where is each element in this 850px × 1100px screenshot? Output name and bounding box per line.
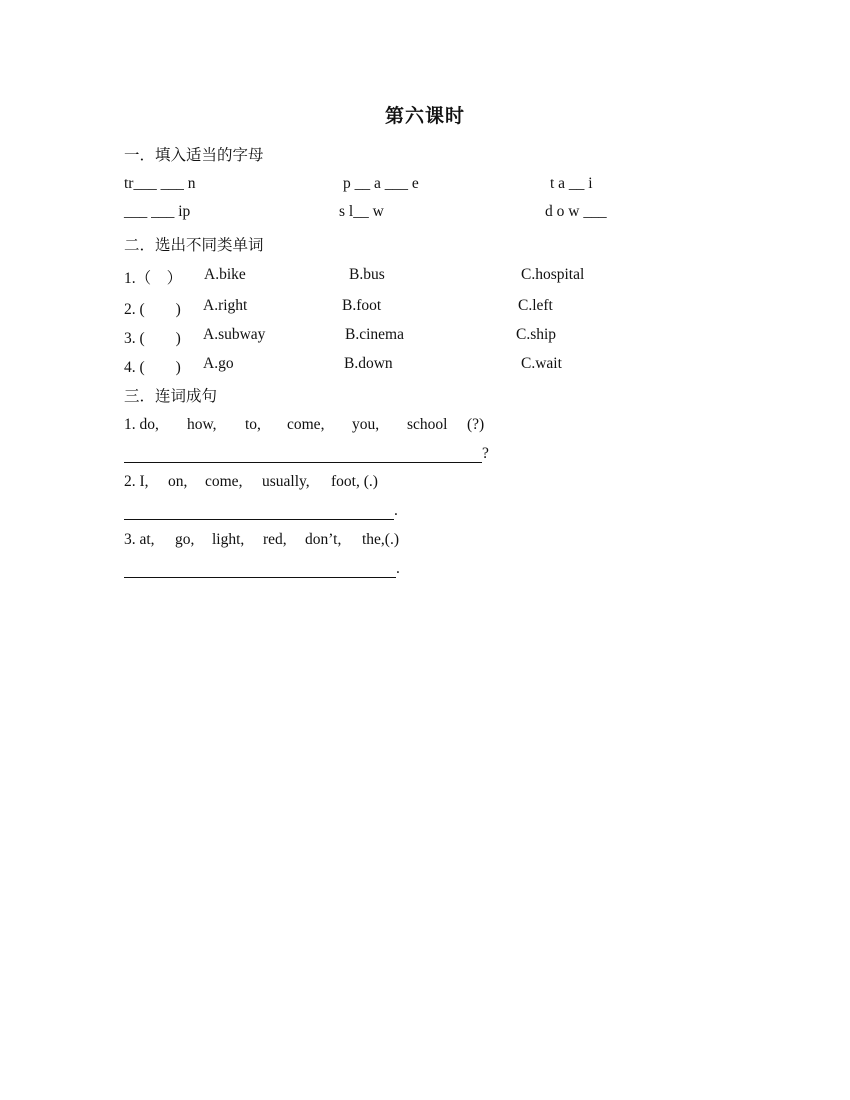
option-a: A.right	[203, 297, 248, 314]
fill-letter-item: ___ ___ ip	[124, 203, 191, 220]
question-number: 3. ( )	[124, 330, 181, 347]
word: to,	[245, 416, 261, 433]
fill-letter-item: p __ a ___ e	[343, 175, 419, 192]
option-c: C.left	[518, 297, 553, 314]
word: usually,	[262, 473, 310, 490]
word: come,	[205, 473, 243, 490]
answer-line[interactable]	[124, 560, 400, 578]
answer-blank[interactable]	[124, 505, 394, 520]
answer-line[interactable]	[124, 445, 489, 463]
option-a: A.subway	[203, 326, 266, 343]
word: 1. do,	[124, 416, 159, 433]
question-number: 1.（ ）	[124, 270, 183, 287]
option-b: B.down	[344, 355, 393, 372]
answer-end-punctuation: .	[396, 560, 400, 577]
fill-letter-item: d o w ___	[545, 203, 607, 220]
word: red,	[263, 531, 287, 548]
option-c: C.hospital	[521, 266, 585, 283]
answer-blank[interactable]	[124, 563, 396, 578]
option-b: B.bus	[349, 266, 385, 283]
word: don’t,	[305, 531, 342, 548]
section2-heading: 二．选出不同类单词	[124, 236, 264, 254]
option-b: B.cinema	[345, 326, 404, 343]
option-a: A.go	[203, 355, 234, 372]
word: come,	[287, 416, 325, 433]
answer-blank[interactable]	[124, 448, 482, 463]
answer-end-punctuation: .	[394, 502, 398, 519]
section1-heading: 一．填入适当的字母	[124, 146, 264, 164]
section3-heading: 三．连词成句	[124, 387, 218, 405]
fill-letter-item: tr___ ___ n	[124, 175, 196, 192]
word: 3. at,	[124, 531, 155, 548]
fill-letter-item: t a __ i	[550, 175, 593, 192]
question-number: 2. ( )	[124, 301, 181, 318]
option-b: B.foot	[342, 297, 382, 314]
word: light,	[212, 531, 245, 548]
page-title: 第六课时	[384, 105, 465, 127]
option-c: C.wait	[521, 355, 562, 372]
word: foot, (.)	[331, 473, 378, 490]
word: how,	[187, 416, 217, 433]
word: go,	[175, 531, 195, 548]
word: 2. I,	[124, 473, 149, 490]
option-a: A.bike	[204, 266, 246, 283]
answer-end-punctuation: ?	[482, 445, 489, 462]
word: (?)	[467, 416, 485, 433]
question-number: 4. ( )	[124, 359, 181, 376]
word: the,(.)	[362, 531, 400, 548]
answer-line[interactable]	[124, 502, 398, 520]
word: on,	[168, 473, 188, 490]
option-c: C.ship	[516, 326, 557, 343]
fill-letter-item: s l__ w	[339, 203, 384, 220]
word: you,	[352, 416, 380, 433]
word: school	[407, 416, 448, 433]
